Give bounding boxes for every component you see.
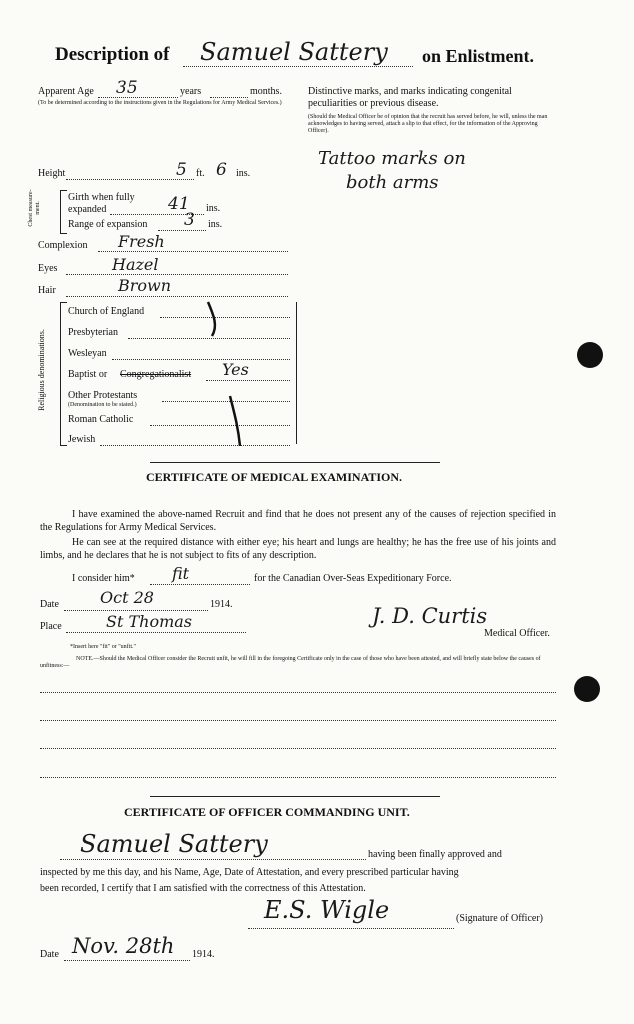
height-ins-label: ins. [236, 168, 251, 179]
consider-value: fit [172, 564, 190, 583]
commanding-date-line [64, 960, 190, 961]
marks-note: (Should the Medical Officer be of opinion that the recruit has served before, he will, unless the man acknowledges to having served, attach a slip to that effect, for the information of the Approving Officer). [308, 114, 548, 134]
medical-date-line [64, 610, 208, 611]
commanding-text-3: been recorded, I certify that I am satisfied with the correctness of this Attestation. [40, 883, 366, 894]
religion-roman-catholic: Roman Catholic [68, 414, 134, 425]
divider [150, 796, 440, 797]
medical-para2: He can see at the required distance with either eye; his heart and lungs are healthy; he has the free use of his joints and limbs, and he declares that he is not subject to fits of any description. [40, 537, 556, 561]
hair-value: Brown [118, 276, 172, 295]
divider [150, 462, 440, 463]
officer-signature-line [248, 928, 454, 929]
denomination-note: (Denomination to be stated.) [68, 402, 137, 408]
complexion-line [98, 251, 288, 252]
height-label: Height [38, 168, 66, 179]
range-line [158, 230, 206, 231]
months-line [210, 97, 248, 98]
complexion-value: Fresh [118, 232, 165, 251]
marks-value-1: Tattoo marks on [318, 148, 466, 169]
apparent-age-value: 35 [116, 78, 138, 98]
place-label: Place [40, 621, 62, 632]
girth-value: 41 [168, 194, 190, 214]
religion-bracket [60, 302, 67, 446]
medical-officer-label: Medical Officer. [484, 628, 550, 639]
religion-vertical-label: Religious denominations. [37, 329, 46, 411]
medical-para1: I have examined the above-named Recruit and find that he does not present any of the causes of rejection specified in the Regulations for Army Medical Services. [40, 509, 556, 533]
recruit-signature: Samuel Sattery [80, 830, 268, 858]
commanding-heading: CERTIFICATE OF OFFICER COMMANDING UNIT. [124, 805, 410, 819]
eyes-value: Hazel [112, 255, 159, 274]
ditto-strokes [190, 296, 260, 456]
hair-label: Hair [38, 285, 56, 296]
girth-ins-label: ins. [206, 203, 221, 214]
months-label: months. [250, 86, 282, 97]
place-value: St Thomas [106, 612, 193, 631]
unfitness-line [40, 777, 556, 778]
marks-heading: Distinctive marks, and marks indicating congenital peculiarities or previous disease. [308, 86, 512, 109]
medical-date-value: Oct 28 [100, 588, 154, 607]
commanding-date-value: Nov. 28th [72, 934, 175, 958]
eyes-line [66, 274, 288, 275]
marks-value-2: both arms [346, 172, 439, 193]
range-ins-label: ins. [208, 219, 223, 230]
title-suffix: on Enlistment. [422, 46, 535, 66]
commanding-text-1: having been finally approved and [368, 849, 502, 860]
unfitness-line [40, 748, 556, 749]
eyes-label: Eyes [38, 263, 58, 274]
title-prefix: Description of [55, 44, 170, 65]
religion-other-protestants: Other Protestants [68, 390, 138, 401]
ft-label: ft. [196, 168, 205, 179]
girth-label: Girth when fully expanded [68, 192, 135, 215]
chest-vertical-label: Chest measure-ment. [28, 189, 41, 227]
title-name-line [183, 66, 413, 67]
title-name: Samuel Sattery [200, 38, 388, 66]
years-label: years [180, 86, 202, 97]
medical-heading: CERTIFICATE OF MEDICAL EXAMINATION. [146, 470, 403, 484]
medical-note: NOTE.—Should the Medical Officer consider the Recruit unfit, he will fill in the foregoing Certificate only in the case of those who have been attested, and will briefly state below the causes of unfitness:— [40, 656, 541, 669]
consider-line [150, 584, 250, 585]
commanding-year-label: 1914. [192, 949, 215, 960]
height-ft-value: 5 [176, 160, 187, 180]
unfitness-line [40, 692, 556, 693]
apparent-age-label: Apparent Age [38, 86, 94, 97]
column-divider [296, 302, 297, 444]
insert-note: *Insert here "fit" or "unfit." [70, 644, 136, 650]
age-line [98, 97, 178, 98]
punch-hole [577, 342, 603, 368]
age-note: (To be determined according to the instructions given in the Regulations for Army Medical Services.) [38, 100, 282, 106]
religion-presbyterian: Presbyterian [68, 327, 118, 338]
officer-signature-label: (Signature of Officer) [456, 913, 544, 924]
religion-congregationalist: Congregationalist [120, 369, 192, 380]
chest-bracket [60, 190, 67, 234]
medical-date-label: Date [40, 599, 59, 610]
medical-officer-signature: J. D. Curtis [372, 604, 488, 628]
religion-wesleyan: Wesleyan [68, 348, 107, 359]
religion-jewish: Jewish [68, 434, 96, 445]
commanding-date-label: Date [40, 949, 59, 960]
consider-suffix: for the Canadian Over-Seas Expeditionary Force. [254, 573, 452, 584]
range-label: Range of expansion [68, 219, 148, 230]
religion-church-of-england: Church of England [68, 306, 145, 317]
religion-baptist: Baptist or [68, 369, 108, 380]
consider-label: I consider him* [72, 573, 135, 584]
religion-baptist-value: Yes [222, 360, 249, 379]
height-line [66, 179, 194, 180]
unfitness-line [40, 720, 556, 721]
medical-year-label: 1914. [210, 599, 233, 610]
range-value: 3 [184, 210, 195, 230]
recruit-signature-line [60, 859, 366, 860]
officer-signature: E.S. Wigle [264, 896, 390, 924]
punch-hole [574, 676, 600, 702]
commanding-text-2: inspected by me this day, and his Name, Age, Date of Attestation, and every prescribed particular having [40, 867, 459, 878]
complexion-label: Complexion [38, 240, 88, 251]
height-ins-value: 6 [216, 160, 227, 180]
place-line [66, 632, 246, 633]
